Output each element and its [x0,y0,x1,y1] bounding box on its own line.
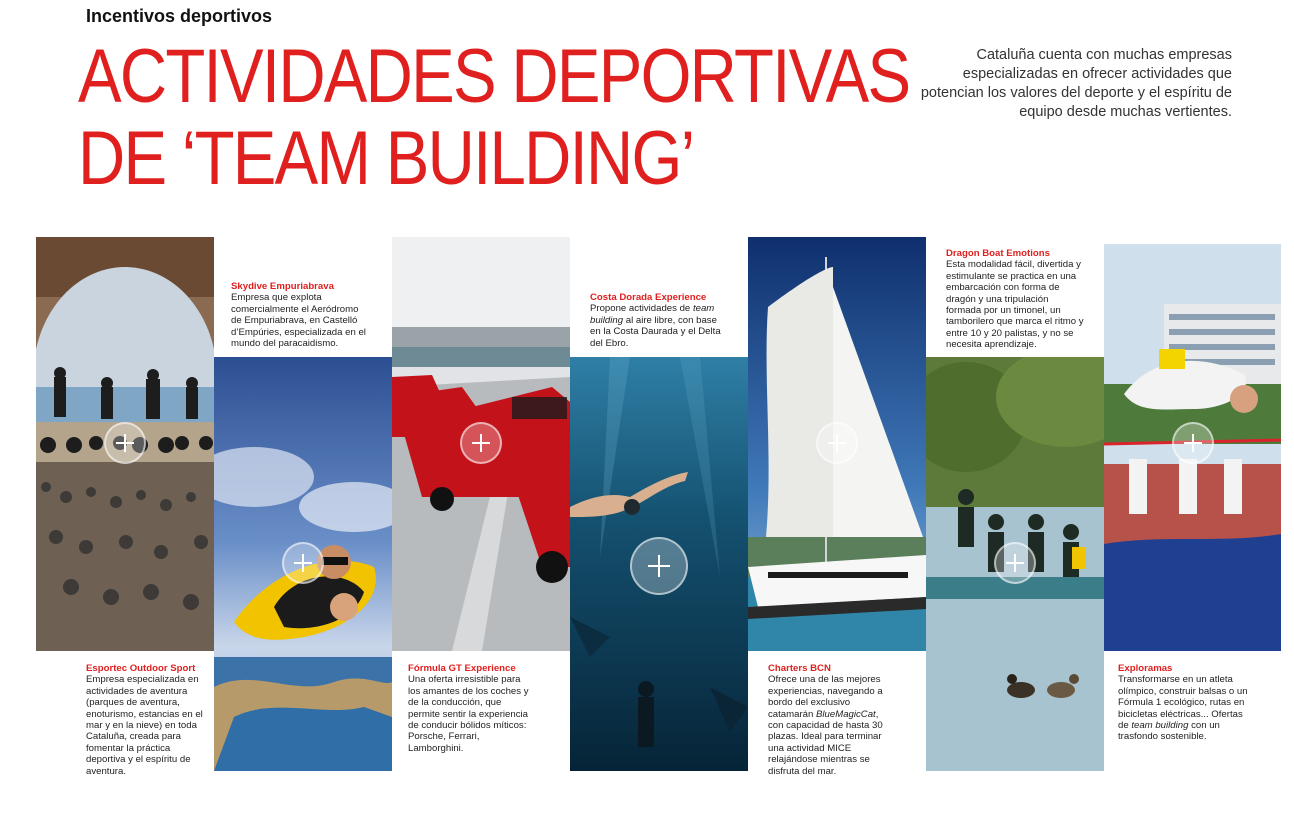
plus-icon[interactable] [282,542,324,584]
page-title-line-1: ACTIVIDADES DEPORTIVAS [78,34,910,119]
provider-description [590,303,721,348]
section-kicker: Incentivos deportivos [86,6,273,26]
provider-description: Empresa especializada en actividades de aventura (parques de aventura, enoturismo, estancias en el mar y en la nieve) en toda Cataluña, creada para fomentar la práctica deportiva y el espíritu de aventura. [86,674,203,777]
provider-description [768,674,883,776]
photo-gt-cars [392,237,570,651]
provider-name: Charters BCN [768,663,831,674]
provider-description [1118,674,1248,742]
provider-card-formula-gt [408,663,530,754]
page-title [78,36,909,200]
provider-card-dragon-boat [946,248,1086,351]
provider-description: Esta modalidad fácil, divertida y estimulante se practica en una embarcación con forma de dragón y una tripulación formada por un timonel, un tamborilero que marca el ritmo y entre 10 y 20 palistas, y no se necesita aprendizaje. [946,259,1084,351]
provider-name: Skydive Empuriabrava [231,281,334,292]
provider-name: Esportec Outdoor Sport [86,663,196,674]
provider-description-part: al aire libre, con base en la Costa Daurada y el Delta del Ebro. [590,314,721,349]
provider-description-emphasis: team building [590,303,715,326]
photo-segway-tour [36,237,214,651]
provider-card-esportec [86,663,204,777]
provider-name: Fórmula GT Experience [408,663,516,674]
provider-description-part: Propone actividades de [590,303,693,315]
provider-card-costa-dorada [590,292,724,349]
intro-deck: Cataluña cuenta con muchas empresas especializadas en ofrecer actividades que potencian los valores del deporte y el espíritu de equipo desde muchas vertientes. [920,47,1232,120]
provider-name: Costa Dorada Experience [590,292,707,303]
plus-icon[interactable] [104,422,146,464]
plus-icon[interactable] [816,422,858,464]
photo-catamaran [748,237,926,651]
page-title-line-2: DE ‘TEAM BUILDING’ [78,116,694,201]
photo-skydiving [214,357,392,771]
plus-icon[interactable] [460,422,502,464]
provider-description: Empresa que explota comercialmente el Aeródromo de Empuriabrava, en Castelló d’Empúries, especializada en el mundo del paracaidismo. [231,292,366,350]
provider-description-emphasis: team building [1131,720,1189,732]
provider-description: Una oferta irresistible para los amantes de los coches y de la conducción, que permite sentir la experiencia de conducir bólidos míticos: Porsche, Ferrari, Lamborghini. [408,674,529,754]
photo-high-jump [1104,244,1281,651]
provider-description-part: con un trasfondo sostenible. [1118,720,1220,743]
photo-underwater-diving [570,357,748,771]
plus-icon[interactable] [630,537,688,595]
plus-icon[interactable] [994,542,1036,584]
provider-card-exploramas [1118,663,1250,743]
provider-description-emphasis: BlueMagicCat [816,708,876,720]
provider-card-charters-bcn [768,663,892,777]
provider-card-skydive [231,281,367,349]
provider-description-part: , con capacidad de hasta 30 plazas. Ideal para terminar una actividad MICE relajándose mientras se disfruta del mar. [768,708,883,777]
provider-description-part: Transformarse en un atleta olímpico, construir balsas o un Fórmula 1 ecológico, rutas en bicicletas eléctricas... Ofertas de [1118,674,1248,732]
provider-name: Dragon Boat Emotions [946,248,1050,259]
plus-icon[interactable] [1172,422,1214,464]
provider-name: Exploramas [1118,663,1173,674]
photo-dragon-boat [926,357,1104,771]
provider-description-part: Ofrece una de las mejores experiencias, navegando a bordo del exclusivo catamarán [768,674,883,720]
